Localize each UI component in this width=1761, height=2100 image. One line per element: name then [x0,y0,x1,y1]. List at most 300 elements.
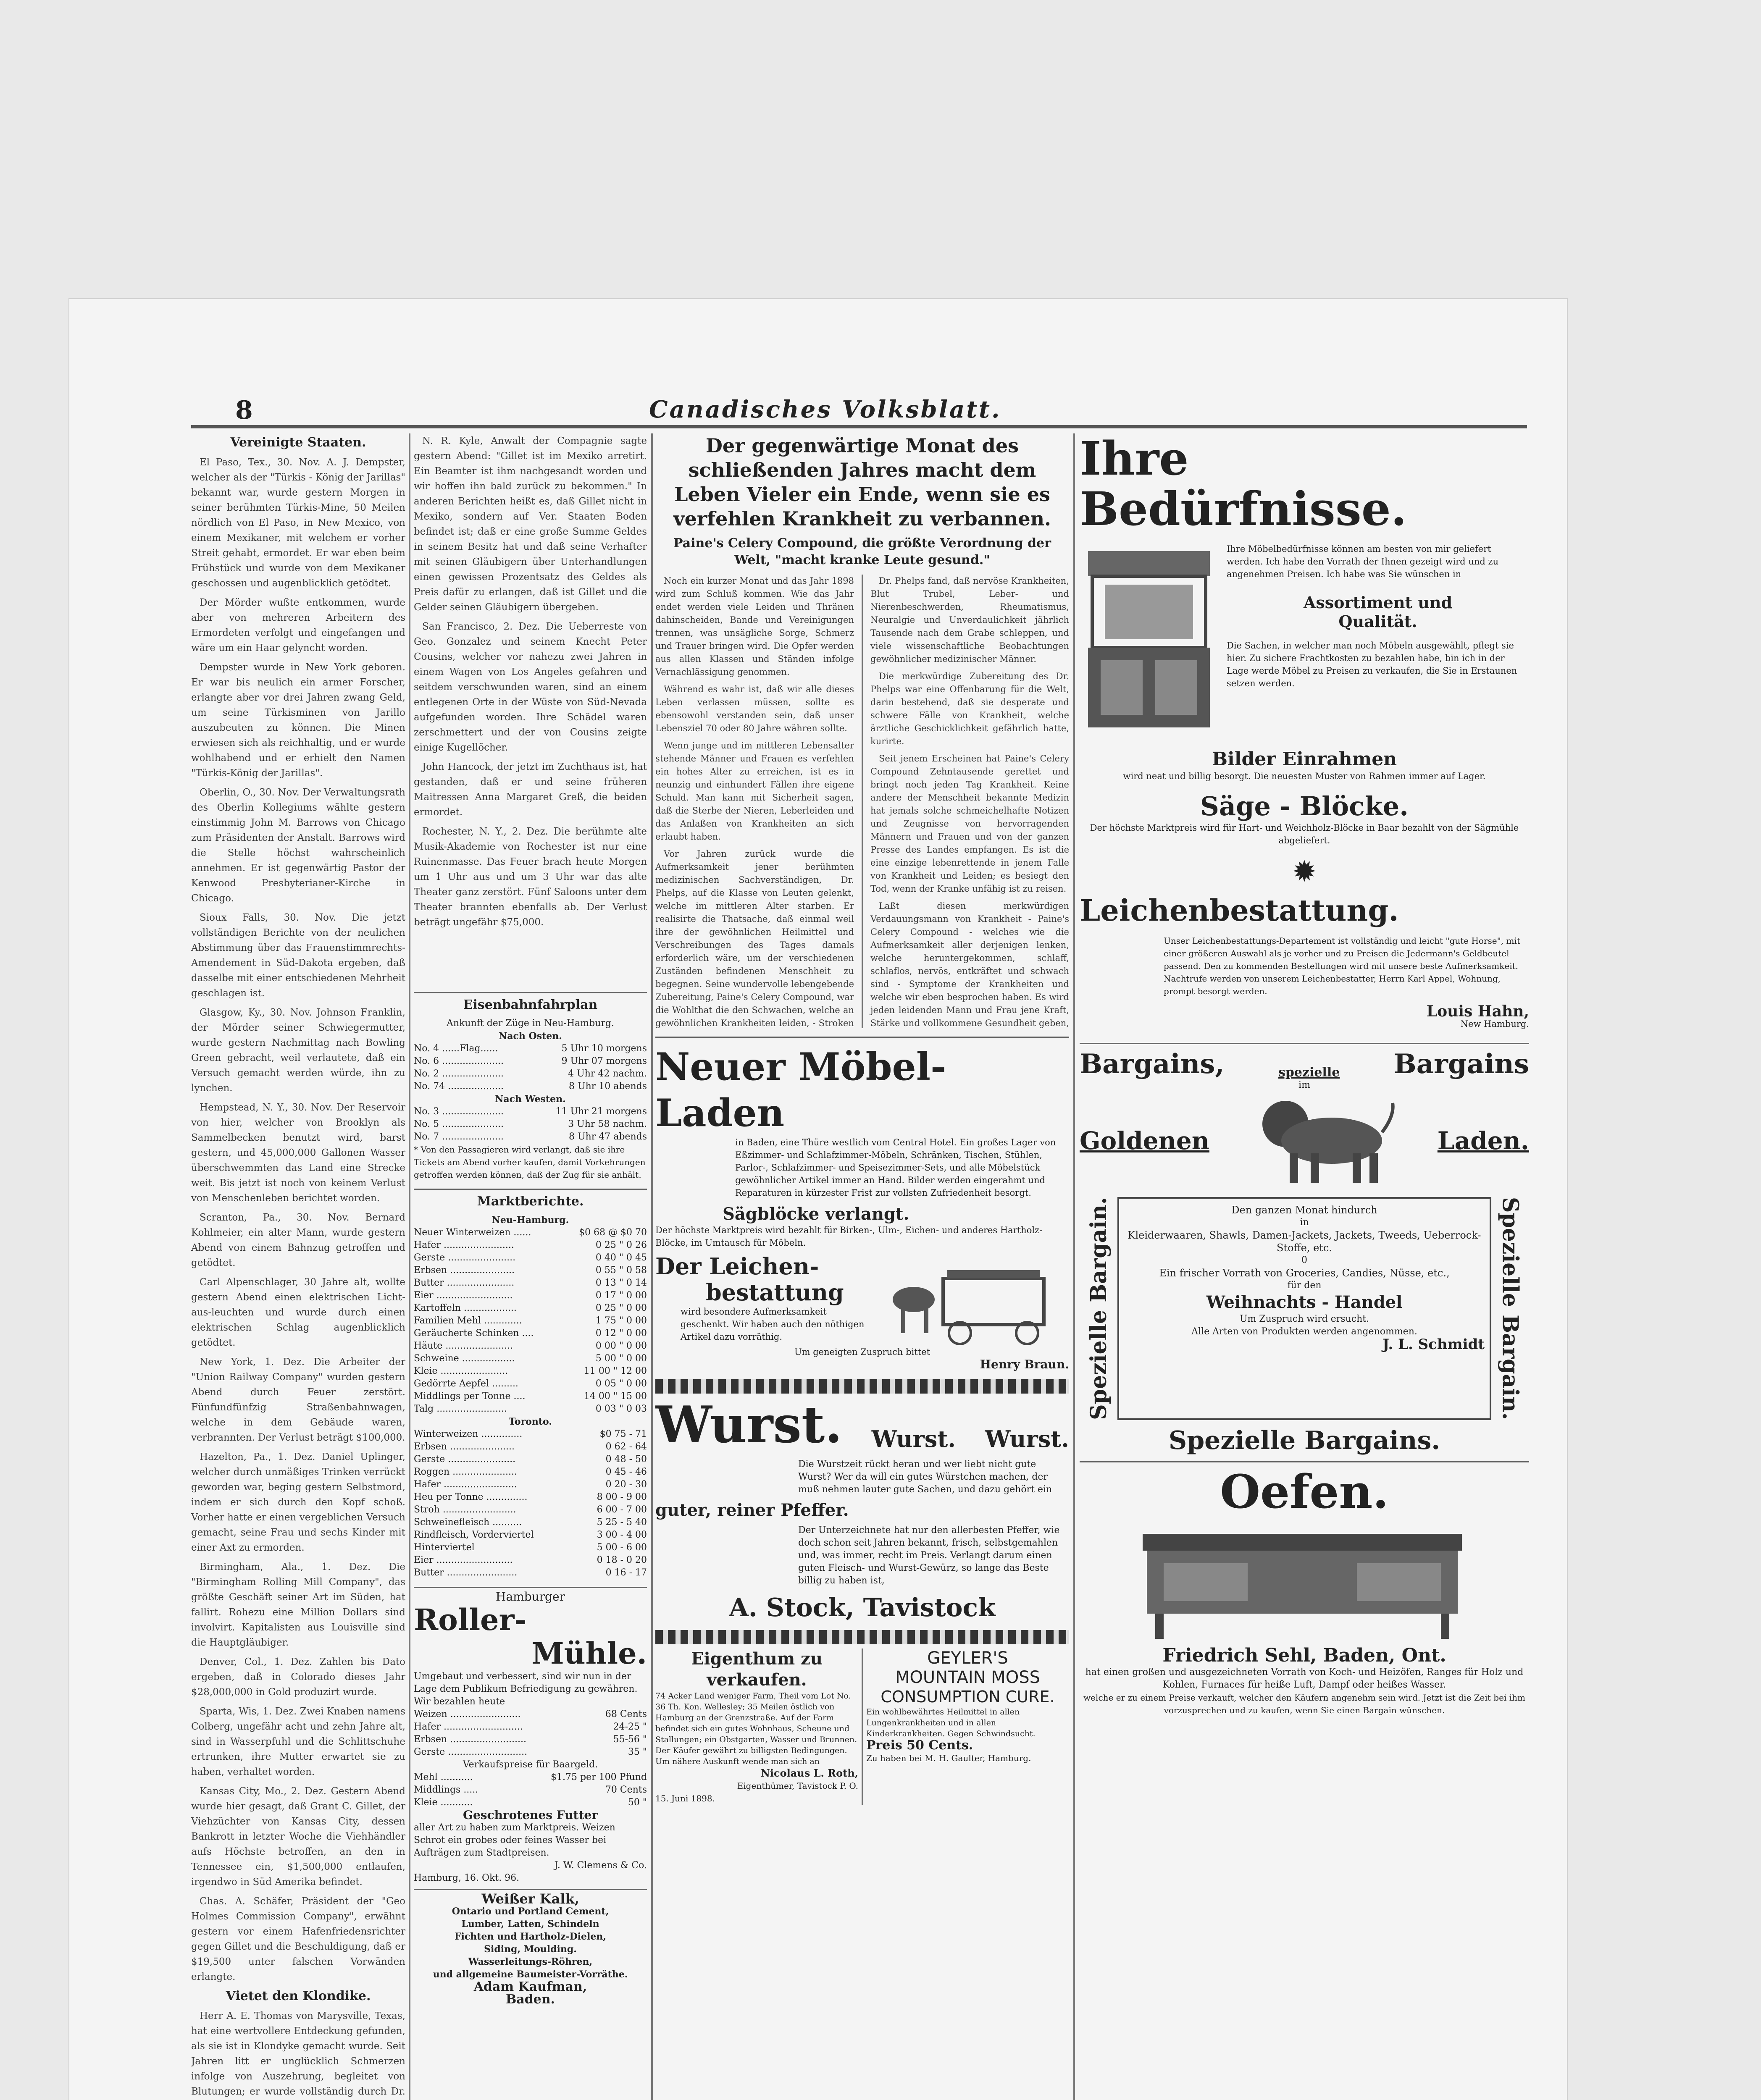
market-row [414,1315,647,1327]
paine-subhead: Paine's Celery Compound, die größte Verordnung der Welt, "macht kranke Leute gesund." [673,536,1051,567]
property-text: 74 Acker Land weniger Farm, Theil vom Lot No. 36 Th. Kon. Wellesley; 35 Meilen östlich von Hamburg an der Grenzstraße. Auf der Farm befindet sich ein gutes Wohnhaus, Scheune und Stallungen; ein Obstgarten, Wasser und Brunnen. Der Käufer gewährt zu billigsten Bedingungen. Um nähere Auskunft wende man sich an [655,1691,857,1766]
timetable-row [414,1131,647,1143]
mill-price-row [414,1721,647,1733]
market-row [414,1365,647,1378]
market-row [414,1516,647,1529]
lime-ad [414,1889,647,2006]
news-paragraph: Sioux Falls, 30. Nov. Die jetzt vollständigen Berichte von der neulichen Abstimmung über das Frauenstimmrechts-Amendement in Süd-Dakota ergeben, daß dasselbe mit einer entschiedenen Mehrheit geschlagen ist. [191,912,405,999]
market-row [414,1567,647,1579]
timetable-row-label: No. 5 ..................... [414,1119,504,1129]
timetable-row-label: No. 74 ................... [414,1081,504,1092]
lime-line: Siding, Moulding. [484,1944,577,1955]
mill-prices [414,1708,647,1759]
bottom-ads [655,1648,1069,1805]
market-row-value: 0 48 - 50 [605,1454,647,1465]
mill-sale-row [414,1784,647,1796]
paine-paragraph: Die merkwürdige Zubereitung des Dr. Phelps war eine Offenbarung für die Welt, darin bestehend, daß sie desperate und schwere Fälle von Krankheit, welche ärztliche Geschicklichkeit gefährlich hatte, kurirte. [870,671,1069,746]
market-row [414,1327,647,1340]
market-row [414,1541,647,1554]
column-ads-middle [655,433,1069,2100]
timetable-row-value: 8 Uhr 10 abends [569,1081,647,1092]
timetable-west-heading: Nach Westen. [495,1094,566,1105]
hearse-illustration [884,1253,1069,1346]
sausage-text2: Der Unterzeichnete hat nur den allerbesten Pfeffer, wie doch schon seit Jahren bekannt, frisch, selbstgemahlen und, was immer, recht im Preis. Verlangt darum einen guten Fleisch- und Wurst-Gewürz, so lange das Beste billig zu haben ist, [798,1525,1060,1586]
lion-illustration [1248,1090,1399,1191]
bargains-for: für den [1287,1280,1322,1291]
page-number: 8 [235,396,253,425]
market-row-label: Familien Mehl ............. [414,1315,522,1326]
market-row-value: 8 00 - 9 00 [597,1492,647,1502]
news-paragraph: Kansas City, Mo., 2. Dez. Gestern Abend wurde hier gesagt, daß Grant C. Gillet, der Viehzüchter von Kansas City, dessen Bankrott in letzter Woche die Viehhändler aufs Höchste betroffen, an den in Tennessee ein, $1,500,000 entlaufen, irgendwo in Süd Amerika befindet. [191,1786,405,1887]
news-paragraph: Herr A. E. Thomas von Marysville, Texas, hat eine wertvollere Entdeckung gefunden, als sie ist in Klondyke gemacht wurde. Seit Jahren litt er unglücklich Schmerzen infolge von Auszehrung, begleitet von Blutungen; er wurde vollständig durch Dr. [191,2011,405,2097]
timetable-east [414,1042,647,1093]
timetable-row-label: No. 6 ..................... [414,1056,504,1066]
column-ads-right [1080,433,1529,2100]
market-row-label: Winterweizen .............. [414,1429,523,1439]
side-label-left-text: Spezielle Bargain. [1086,1197,1112,1420]
news-paragraph: El Paso, Tex., 30. Nov. A. J. Dempster, welcher als der "Türkis - König der Jarillas" bekannt war, wurde gestern Morgen in seiner berühmten Türkis-Mine, 50 Meilen nördlich von El Paso, in New Mexico, von einem Mexikaner, mit welchem er vorher Streit gehabt, ermordet. Er war eben beim Frühstück und wurde von dem Mexikaner geschossen und augenblicklich getödtet. [191,457,405,589]
property-ad [655,1648,858,1805]
market-row [414,1403,647,1415]
news-paragraph: Hazelton, Pa., 1. Dez. Daniel Uplinger, welcher durch unmäßiges Trinken verrückt geworden war, beging gestern Selbstmord, indem er sich durch den Kopf schoß. Vorher hatte er einen vergeblichen Versuch gemacht, seine Frau und sechs Kinder mit einer Axt zu ermorden. [191,1452,405,1553]
side-label-left [1080,1197,1117,1420]
assort-heading-2: Qualität. [1338,612,1417,631]
bargains-title-1: Bargains, [1080,1048,1225,1080]
property-address: Eigenthümer, Tavistock P. O. [737,1781,858,1791]
needs-title-2: Bedürfnisse. [1080,482,1407,536]
market-row [414,1226,647,1239]
mill-line2: Roller- [414,1602,527,1637]
sausage-signature: A. Stock, Tavistock [729,1593,996,1622]
news-paragraph: Sparta, Wis, 1. Dez. Zwei Knaben namens Colberg, ungefähr acht und zehn Jahre alt, sind in Wasserpfuhl und die Schlittschuhe ertrunken, ihre Mutter erwartet sie zu haben, verhaltet worden. [191,1706,405,1777]
market-row-value: 0 00 " 0 00 [595,1341,647,1351]
geyler-seller: Zu haben bei M. H. Gaulter, Hamburg. [866,1753,1031,1763]
bargains-box [1117,1197,1491,1420]
mill-sale-row-value: $1.75 per 100 Pfund [551,1772,647,1782]
lime-line: Ontario und Portland Cement, [452,1906,609,1917]
mill-sale-row-value: 70 Cents [605,1785,647,1795]
funeral-text-block [655,1253,874,1346]
mill-feed-text: aller Art zu haben zum Marktpreis. Weizen Schrot ein grobes oder feines Wasser bei Aufträgen zum Stadtpreisen. [414,1822,615,1858]
mill-ad [414,1587,647,1885]
market-row-label: Geräucherte Schinken .... [414,1328,534,1339]
paine-paragraph: Seit jenem Erscheinen hat Paine's Celery Compound Zehntausende gerettet und bringt noch jeden Tag Krankheit. Keine andere der Menschheit bekannte Medizin hat jemals solche schmeichelhafte Notizen und Zeugnisse von hervorragenden Männern und Frauen und von der ganzen Presse des Landes empfangen. Es ist die eine einzige lebenrettende in jenem Falle von Krankheit und Leiden; es besiegt den Tod, wenn der Kranke unfähig ist zu reisen. [870,753,1069,894]
timetable-row-value: 4 Uhr 42 nachm. [568,1068,647,1079]
market-row-value: 0 20 - 30 [605,1479,647,1490]
sehl-name: Friedrich Sehl, Baden, Ont. [1162,1644,1446,1666]
assort-text: Die Sachen, in welcher man noch Möbeln ausgewählt, pflegt sie hier. Zu sichere Frachtkosten zu bezahlen habe, bin ich in der Lage werde Möbel zu Preisen zu verkaufen, die Sie in Erstaunen setzen werden. [1227,640,1517,688]
sawlog-text: Der höchste Marktpreis wird bezahlt für Birken-, Ulm-, Eichen- und anderes Hartholz-Blöcke, im Umtausch für Möbeln. [655,1225,1043,1248]
news-body [191,455,405,1984]
news-paragraph: Der Mörder wußte entkommen, wurde aber von mehreren Arbeitern des Ermordeten verfolgt und eingefangen und wäre um ein Haar gelyncht worden. [191,597,405,654]
railway-timetable [414,992,647,1181]
mill-line1: Hamburger [496,1590,565,1604]
paine-paragraph: Laßt diesen merkwürdigen Verdauungsmann von Krankheit - Paine's Celery Compound - welches wie die Aufmerksamkeit aller derjenigen lenken, welche heruntergekommen, schlaff, schlaflos, nervös, entkräftet und schwach sind - Symptome der Krankheiten und welche wir eben besprochen haben. Es wird jeden leidenden Mann und Frau jene Kraft, Stärke und vollkommene Gesundheit geben, [870,901,1069,1028]
market-row-label: Hafer ........................ [414,1240,514,1250]
mill-price-row [414,1746,647,1759]
market-row [414,1504,647,1516]
mill-sale-row-label: Kleie ........... [414,1797,473,1808]
lime-line: und allgemeine Baumeister-Vorräthe. [433,1969,628,1980]
bargains-month: Den ganzen Monat hindurch [1231,1204,1377,1216]
market-row-label: Roggen ...................... [414,1467,518,1477]
timetable-row-value: 3 Uhr 58 nachm. [568,1119,647,1129]
timetable-row [414,1068,647,1080]
market-row [414,1390,647,1403]
bargains-produce: Alle Arten von Produkten werden angenommen. [1191,1326,1417,1337]
market-row [414,1554,647,1567]
mill-sale-prices [414,1771,647,1809]
lime-place: Baden. [505,1992,555,2007]
market-row-value: 0 05 " 0 00 [595,1378,647,1389]
market-row [414,1478,647,1491]
market-row-value: 0 55 " 0 58 [595,1265,647,1276]
side-label-right-text: Spezielle Bargain. [1497,1197,1523,1420]
special-bargains: Spezielle Bargains. [1168,1425,1440,1455]
newspaper-title: Canadisches Volksblatt. [649,396,1001,423]
market-row-label: Neuer Winterweizen ...... [414,1227,531,1238]
bargains-fresh: Ein frischer Vorrath von Groceries, Candies, Nüsse, etc., [1159,1267,1450,1279]
funeral-heading-2: bestattung [706,1279,844,1306]
market-row-value: 0 25 " 0 26 [595,1240,647,1250]
market-row-value: 0 17 " 0 00 [595,1290,647,1301]
paine-headline: Der gegenwärtige Monat des schließenden Jahres macht dem Leben Vieler ein Ende, wenn sie es verfehlen Krankheit zu verbannen. [673,434,1051,530]
section-heading: Vereinigte Staaten. [230,435,366,450]
market-row-value: 0 25 " 0 00 [595,1303,647,1313]
geyler-line3: CONSUMPTION CURE. [880,1688,1055,1706]
bargains-title-2: spezielle [1278,1065,1340,1080]
timetable-row-value: 8 Uhr 47 abends [569,1131,647,1142]
sausage-text: Die Wurstzeit rückt heran und wer liebt nicht gute Wurst? Wer da will ein gutes Würstchen machen, der muß nehmen lauter gute Sachen, und dazu gehört ein [798,1459,1052,1495]
sausage-title-2: Wurst. [871,1425,956,1452]
market-row [414,1277,647,1289]
market-row-label: Kleie ....................... [414,1366,508,1376]
market-row-label: Eier .......................... [414,1290,513,1301]
news-paragraph: New York, 1. Dez. Die Arbeiter der "Union Railway Company" wurden gestern Abend durch Feuer zerstört. Fünfundfünfzig Straßenbahnwagen, welche in dem Gebäude waren, verbrannten. Der Verlust beträgt $100,000. [191,1357,405,1443]
bargains-title-3: Bargains [1393,1048,1529,1080]
golden-row [1080,1090,1529,1191]
lime-line: Fichten und Hartholz-Dielen, [454,1931,607,1942]
sawblocks-text: Der höchste Marktpreis wird für Hart- und Weichholz-Blöcke in Baar bezahlt von der Sägmühle abgeliefert. [1090,823,1519,845]
masthead-rule [191,425,1527,428]
paine-paragraph: Noch ein kurzer Monat und das Jahr 1898 wird zum Schluß kommen. Wie das Jahr endet werden viele Leiden und Thränen dahinscheiden, Bande und Vereinigungen trennen, was unsägliche Sorge, Schmerz und Trauer bringen wird. Die Opfer werden aus allen Klassen und Ständen infolge Vernachlässigung genommen. [655,576,854,677]
news-paragraph: Hempstead, N. Y., 30. Nov. Der Reservoir von hier, welcher von Brooklyn als Sammelbecken benutzt wird, barst gestern, und 45,000,000 Gallonen Wasser überschwemmten das Land eine Strecke weit. Bis jetzt ist noch von keinem Verlust von Menschenleben berichtet worden. [191,1102,405,1204]
timetable-row [414,1080,647,1093]
market-row-label: Hafer ......................... [414,1479,517,1490]
frames-text: wird neat und billig besorgt. Die neuesten Muster von Rahmen immer auf Lager. [1123,771,1486,781]
market-row [414,1264,647,1277]
news-paragraph: Carl Alpenschlager, 30 Jahre alt, wollte gestern Abend einen elektrischen Licht-aus-leuchten und wurde durch einen elektrischen Schlag augenblicklich getödtet. [191,1277,405,1348]
sun-ornament-icon: ✹ [1292,854,1317,889]
property-title: Eigenthum zu verkaufen. [691,1649,823,1690]
funeral-heading: Leichenbestattung. [1080,893,1399,928]
stoves-title: Oefen. [1220,1464,1389,1519]
market-row-label: Gerste ....................... [414,1252,516,1263]
funeral-name: Louis Hahn, [1426,1003,1529,1020]
market-row-value: 0 62 - 64 [605,1441,647,1452]
market-row [414,1289,647,1302]
market-row-label: Butter ........................ [414,1567,518,1578]
market-row-value: 3 00 - 4 00 [597,1530,647,1540]
funeral-name: Henry Braun. [980,1357,1069,1371]
needs-text-block [1227,543,1529,736]
bargains-ask: Um Zuspruch wird ersucht. [1239,1314,1369,1324]
mill-text: Umgebaut und verbessert, sind wir nun in der Lage dem Publikum Befriedigung zu gewähren. Wir bezahlen heute [414,1671,638,1707]
news-body [191,2008,405,2100]
market-row-value: 5 00 " 0 00 [595,1353,647,1364]
market-row [414,1466,647,1478]
market-report [414,1189,647,1579]
geyler-line2: MOUNTAIN MOSS [895,1668,1041,1687]
market-row [414,1352,647,1365]
news-paragraph: San Francisco, 2. Dez. Die Ueberreste von Geo. Gonzalez und seinem Knecht Peter Cousins, welcher vor nahezu zwei Jahren in einem Wagen von Los Angeles gefahren und seitdem verschwunden waren, sind an einem entlegenen Orte in der Wüste von Süd-Nevada aufgefunden worden. Ihre Schädel waren zerschmettert und der von Cousins zeigte einige Kugellöcher. [414,621,647,753]
market-row-value: 6 00 - 7 00 [597,1504,647,1515]
paine-paragraph: Wenn junge und im mittleren Lebensalter stehende Männer und Frauen es verfehlen ein hohes Alter zu erreichen, ist es in neunzig und einhundert Fällen ihre eigene Schuld. Man kann mit Sicherheit sagen, daß die Sterbe der Nieren, Leberleiden und das Anlaßen von Krankheiten an sich erlaubt haben. [655,740,854,842]
needs-title-1: Ihre [1080,433,1189,486]
geyler-text: Ein wohlbewährtes Heilmittel in allen Lungenkrankheiten und in allen Kinderkrankheiten. Gegen Schwindsucht. [866,1707,1036,1738]
news-body [414,433,647,992]
property-date: 15. Juni 1898. [655,1793,715,1803]
cabinet-illustration [1080,543,1218,736]
assort-heading-1: Assortiment und [1303,593,1453,612]
timetable-row-label: No. 7 ..................... [414,1131,504,1142]
sausage-ad [655,1394,1069,1622]
market-row-value: 0 18 - 0 20 [597,1555,647,1565]
mill-sale-row-label: Middlings ..... [414,1785,478,1795]
geyler-line1: GEYLER'S [927,1648,1008,1668]
sausage-title-row [655,1395,1069,1454]
sausage-title-3: Wurst. [985,1425,1069,1452]
paine-divider [862,575,863,1028]
market-row-value: 5 00 - 6 00 [597,1542,647,1553]
timetable-east-heading: Nach Osten. [499,1031,562,1042]
market-row-label: Talg ........................ [414,1404,507,1414]
furniture-ad [655,1037,1069,1371]
bargains-separator: 0 [1301,1255,1307,1265]
news-paragraph: John Hancock, der jetzt im Zuchthaus ist, hat gestanden, daß er und seine früheren Maitressen Anna Margaret Greß, die beiden ermordet. [414,761,647,818]
market-row-label: Erbsen ...................... [414,1441,515,1452]
needs-text: Ihre Möbelbedürfnisse können am besten von mir geliefert werden. Ich habe den Vorrath der Ihnen gezeigt wird und zu angenehmen Preisen. Ich habe was Sie wünschen in [1227,544,1499,579]
masthead [69,396,1567,425]
news-paragraph: Oberlin, O., 30. Nov. Der Verwaltungsrath des Oberlin Kollegiums wählte gestern einstimmig John M. Barrows von Chicago zum Präsidenten der Anstalt. Barrows wird die Stelle höchst wahrscheinlich annehmen. Er ist gegenwärtig Pastor der Kenwood Presbyterianer-Kirche in Chicago. [191,787,405,904]
paine-left [655,575,854,1028]
market-city: Neu-Hamburg. [492,1215,569,1226]
furniture-title: Neuer Möbel-Laden [655,1045,946,1135]
mill-sale-row-value: 50 " [628,1797,647,1808]
paine-body [655,575,1069,1028]
geyler-ad [866,1648,1069,1805]
mill-line3: Mühle. [531,1636,647,1671]
market-table-new-hamburg [414,1226,647,1415]
market-row-value: 1 75 " 0 00 [595,1315,647,1326]
lime-line: Wasserleitungs-Röhren, [468,1956,593,1967]
news-paragraph: Glasgow, Ky., 30. Nov. Johnson Franklin, der Mörder seiner Schwiegermutter, wurde gestern Nachmittag nach Bowling Green gebracht, weil verlautete, daß ein Versuch gemacht werden würde, ihn zu lynchen. [191,1007,405,1094]
timetable-row-value: 9 Uhr 07 morgens [561,1056,647,1066]
market-row-value: 0 16 - 17 [605,1567,647,1578]
market-row-value: 0 40 " 0 45 [595,1252,647,1263]
column-divider [409,433,410,2100]
market-row-label: Heu per Tonne .............. [414,1492,528,1502]
bargains-title-row [1080,1048,1529,1080]
timetable-west [414,1105,647,1143]
mill-price-row [414,1733,647,1746]
column-divider [651,433,653,2100]
mill-date: Hamburg, 16. Okt. 96. [414,1873,520,1883]
column-news-2 [414,433,647,2100]
mill-sale-heading: Verkaufspreise für Baargeld. [463,1759,598,1770]
news-paragraph: Dempster wurde in New York geboren. Er war bis neulich ein armer Forscher, erlangte aber vor drei Jahren zwang Geld, um seine Türkisminen von Jarillo auszubeuten zu können. Die Minen erwiesen sich als reichhaltig, und er wurde wohlhabend und er erhielt den Namen "Türkis-König der Jarillas". [191,662,405,779]
market-row-label: Schweine .................. [414,1353,515,1364]
ornament-border [655,1630,1069,1644]
bargains-body-row [1080,1197,1529,1420]
market-row-value: $0 68 @ $0 70 [579,1227,647,1238]
news-paragraph: Birmingham, Ala., 1. Dez. Die "Birmingham Rolling Mill Company", das größte Geschäft seiner Art im Süden, hat fallirt. Rohezu eine Million Dollars sind involvirt. Kapitalisten aus Louisville sind die Hauptgläubiger. [191,1562,405,1648]
market-row-label: Butter ....................... [414,1278,515,1288]
mill-price-row-label: Hafer ........................... [414,1722,523,1732]
market-row [414,1378,647,1390]
mill-price-row-value: 35 " [628,1747,647,1757]
paine-right [870,575,1069,1028]
paine-paragraph: Vor Jahren zurück wurde die Aufmerksamkeit jener berühmten medizinischen Sachverständigen, Dr. Phelps, auf die Klasse von Leuten gelenkt, welche im mittleren Alter starben. Er realisirte die Thatsache, daß einmal weil ihre der gewöhnlichen Heilmittel und Verschreibungen des Tages damals erforderlich wäre, um der verschiedenen Zuständen befindenen Menschheit zu begegnen. Seine wundervolle lebengebende Zubereitung, Paine's Celery Compound, war die Wohlthat die den Schwachen, welche an gewöhnlichen Krankheiten leiden, - Stroken [655,849,854,1028]
mill-price-row-value: 68 Cents [605,1709,647,1719]
bargains-in: in [1300,1217,1309,1228]
furniture-text: in Baden, eine Thüre westlich vom Central Hotel. Ein großes Lager von Eßzimmer- und Schlafzimmer-Möbeln, Schränken, Tischen, Stühlen, Parlor-, Schlafzimmer- und Speisezimmer-Sets, und alle Möbelstück gewöhnlicher Artikel immer an Hand. Bilder werden eingerahmt und Reparaturen in kürzester Frist zur vollsten Zufriedenheit besorgt. [735,1137,1056,1198]
news-paragraph: Chas. A. Schäfer, Präsident der "Geo Holmes Commission Company", erwähnt gestern vor einem Hafenfriedensrichter gegen Gillet und die Beschuldigung, daß er $19,500 unter falschen Vorwänden erlangte. [191,1896,405,1982]
column-news-us [191,433,405,2100]
mill-price-row-value: 24-25 " [613,1722,647,1732]
bottom-ads-divider [862,1648,863,1805]
geyler-price: Preis 50 Cents. [866,1738,973,1753]
market-city: Toronto. [509,1416,552,1427]
mill-price-row [414,1708,647,1721]
bargains-goods: Kleiderwaaren, Shawls, Damen-Jackets, Jackets, Tweeds, Ueberrock-Stoffe, etc. [1128,1229,1481,1254]
mill-sale-row-label: Mehl ........... [414,1772,473,1782]
mill-price-row-label: Weizen ........................ [414,1709,521,1719]
market-row-value: 0 45 - 46 [605,1467,647,1477]
mill-sale-row [414,1796,647,1809]
market-row-value: $0 75 - 71 [599,1429,647,1439]
sawblocks-heading: Säge - Blöcke. [1200,791,1409,822]
timetable-row-label: No. 3 ..................... [414,1106,504,1117]
sawlog-heading: Sägblöcke verlangt. [723,1204,909,1224]
funeral-text: wird besondere Aufmerksamkeit geschenkt. Wir haben auch den nöthigen Artikel dazu vorräthig. [681,1307,865,1342]
mill-signature: J. W. Clemens & Co. [554,1860,647,1871]
lime-line: Lumber, Latten, Schindeln [461,1919,599,1929]
stoves-ad [1080,1461,1529,1717]
stove-illustration [1080,1517,1529,1643]
property-name: Nicolaus L. Roth, [760,1767,858,1779]
timetable-subtitle: Ankunft der Züge in Neu-Hamburg. [447,1018,614,1029]
market-row-label: Middlings per Tonne .... [414,1391,526,1402]
sehl-text: hat einen großen und ausgezeichneten Vorrath von Koch- und Heizöfen, Ranges für Holz und Kohlen, Furnaces für heiße Luft, Dampf oder heißes Wasser. [1085,1667,1524,1690]
market-row [414,1428,647,1441]
timetable-row [414,1055,647,1068]
lime-title: Weißer Kalk, [481,1891,579,1907]
sehl-text2: welche er zu einem Preise verkauft, welcher den Käufern angenehm sein wird. Jetzt ist die Zeit bei ihm vorzusprechen und zu kaufen, wenn Sie einen Bargain wünschen. [1083,1692,1525,1715]
golden-text: Goldenen [1080,1126,1209,1155]
newspaper-page [69,299,1567,2100]
mill-sale-row [414,1771,647,1784]
market-row-label: Rindfleisch, Vorderviertel [414,1530,534,1540]
market-row-label: Hinterviertel [414,1542,475,1553]
market-row [414,1529,647,1541]
timetable-note: * Von den Passagieren wird verlangt, daß sie ihre Tickets am Abend vorher kaufen, damit Vorkehrungen getroffen werden können, daß der Zug für sie anhält. [414,1144,646,1180]
frames-heading: Bilder Einrahmen [1212,748,1397,770]
column-divider [1073,433,1075,2100]
market-row-label: Stroh ......................... [414,1504,516,1515]
lime-name: Adam Kaufman, [473,1979,587,1994]
market-row-label: Gerste ....................... [414,1454,516,1465]
funeral-support: Um geneigten Zuspruch bittet [794,1347,930,1357]
laden-text: Laden. [1437,1126,1529,1155]
timetable-row-label: No. 4 ......Flag...... [414,1043,498,1054]
market-row-value: 11 00 " 12 00 [583,1366,647,1376]
market-row-value: 5 25 - 5 40 [597,1517,647,1528]
funeral-place: New Hamburg. [1460,1019,1529,1029]
mill-feed-heading: Geschrotenes Futter [463,1808,598,1822]
timetable-title: Eisenbahnfahrplan [463,998,598,1012]
mill-price-row-value: 55-56 " [613,1734,647,1745]
timetable-row [414,1118,647,1131]
ornament-border [655,1379,1069,1394]
news-paragraph: Denver, Col., 1. Dez. Zahlen bis Dato ergeben, daß in Colorado dieses Jahr $28,000,000 in Gold produzirt wurde. [191,1656,405,1698]
news-paragraph: Scranton, Pa., 30. Nov. Bernard Kohlmeier, ein alter Mann, wurde gestern Abend von einem Bahnzug getroffen und getödtet. [191,1212,405,1268]
market-row [414,1340,647,1352]
market-row-label: Schweinefleisch .......... [414,1517,522,1528]
timetable-row-label: No. 2 ..................... [414,1068,504,1079]
timetable-row [414,1042,647,1055]
mill-price-row-label: Gerste ........................... [414,1747,528,1757]
funeral-row [655,1253,1069,1346]
timetable-row-value: 11 Uhr 21 morgens [555,1106,647,1117]
news-paragraph: Rochester, N. Y., 2. Dez. Die berühmte alte Musik-Akademie von Rochester ist nur eine Ruinenmasse. Das Feuer brach heute Morgen um 1 Uhr aus und um 3 Uhr war das alte Theater ganz zerstört. Fünf Saloons unter dem Theater brannten ebenfalls ab. Der Verlust beträgt ungefähr $75,000. [414,826,647,928]
news-paragraph: N. R. Kyle, Anwalt der Compagnie sagte gestern Abend: "Gillet ist im Mexiko arretirt. Ein Beamter ist ihm nachgesandt worden und wir hoffen ihn bald zurück zu bekommen." In anderen Berichten heißt es, daß Gillet nicht in Mexiko, sondern auf Ver. Staaten Boden befindet ist; daß er eine große Summe Geldes in seinem Besitz hat und daß seine Verhafter mit seinen Gläubigern über Unterhandlungen einen gewissen Prozentsatz des Geldes als Preis dafür zu erlangen, daß ist Gillet und die Gelder seinen Gläubigern übergeben. [414,436,647,613]
market-row-value: 0 12 " 0 00 [595,1328,647,1339]
market-title: Marktberichte. [477,1194,584,1209]
timetable-row-value: 5 Uhr 10 morgens [561,1043,647,1054]
sausage-pepper: guter, reiner Pfeffer. [655,1500,849,1520]
market-row-label: Eier .......................... [414,1555,513,1565]
needs-row [1080,543,1529,736]
paine-paragraph: Dr. Phelps fand, daß nervöse Krankheiten, Blut Trubel, Leber- und Nierenbeschwerden, Rheumatismus, Neuralgie und Unverdaulichkeit jährlich Tausende nach dem Grabe schleppen, und viele wissenschaftliche Beobachtungen gewöhnlicher medizinischer Männer. [870,576,1069,664]
market-row-label: Häute ....................... [414,1341,513,1351]
market-row [414,1491,647,1504]
market-row [414,1453,647,1466]
market-row [414,1239,647,1252]
market-row-value: 0 03 " 0 03 [595,1404,647,1414]
bargains-signature: J. L. Schmidt [1382,1336,1485,1353]
sausage-title-1: Wurst. [655,1395,843,1454]
market-row-label: Gedörrte Aepfel ......... [414,1378,518,1389]
paine-paragraph: Während es wahr ist, daß wir alle dieses Leben verlassen müssen, sollte es ebensowohl verstanden sein, daß unser Lebensziel 70 oder 80 Jahre währen sollte. [655,684,854,733]
market-row [414,1441,647,1453]
market-row-value: 0 13 " 0 14 [595,1278,647,1288]
funeral-text: Unser Leichenbestattungs-Departement ist vollständig und leicht "gute Horse", mit einer größeren Auswahl als je vorher und zu Preisen die Jedermann's Geldbeutel passend. Den zu kommenden Bestellungen wird mit unsere beste Aufmerksamkeit. Nachtrufe werden von unserem Leichenbestatter, Herrn Karl Appel, Wohnung, prompt besorgt werden. [1164,936,1520,996]
funeral-heading-1: Der Leichen- [655,1253,819,1280]
bargains-ad [1080,1043,1529,1455]
market-row-label: Erbsen ...................... [414,1265,515,1276]
bargains-im: im [1298,1080,1310,1090]
market-row [414,1302,647,1315]
market-row [414,1252,647,1264]
market-row-label: Kartoffeln .................. [414,1303,517,1313]
timetable-row [414,1105,647,1118]
mill-price-row-label: Erbsen .......................... [414,1734,526,1745]
section-heading: Vietet den Klondike. [226,1989,371,2003]
market-table-toronto [414,1428,647,1579]
bargains-xmas: Weihnachts - Handel [1206,1292,1403,1312]
market-row-value: 14 00 " 15 00 [583,1391,647,1402]
